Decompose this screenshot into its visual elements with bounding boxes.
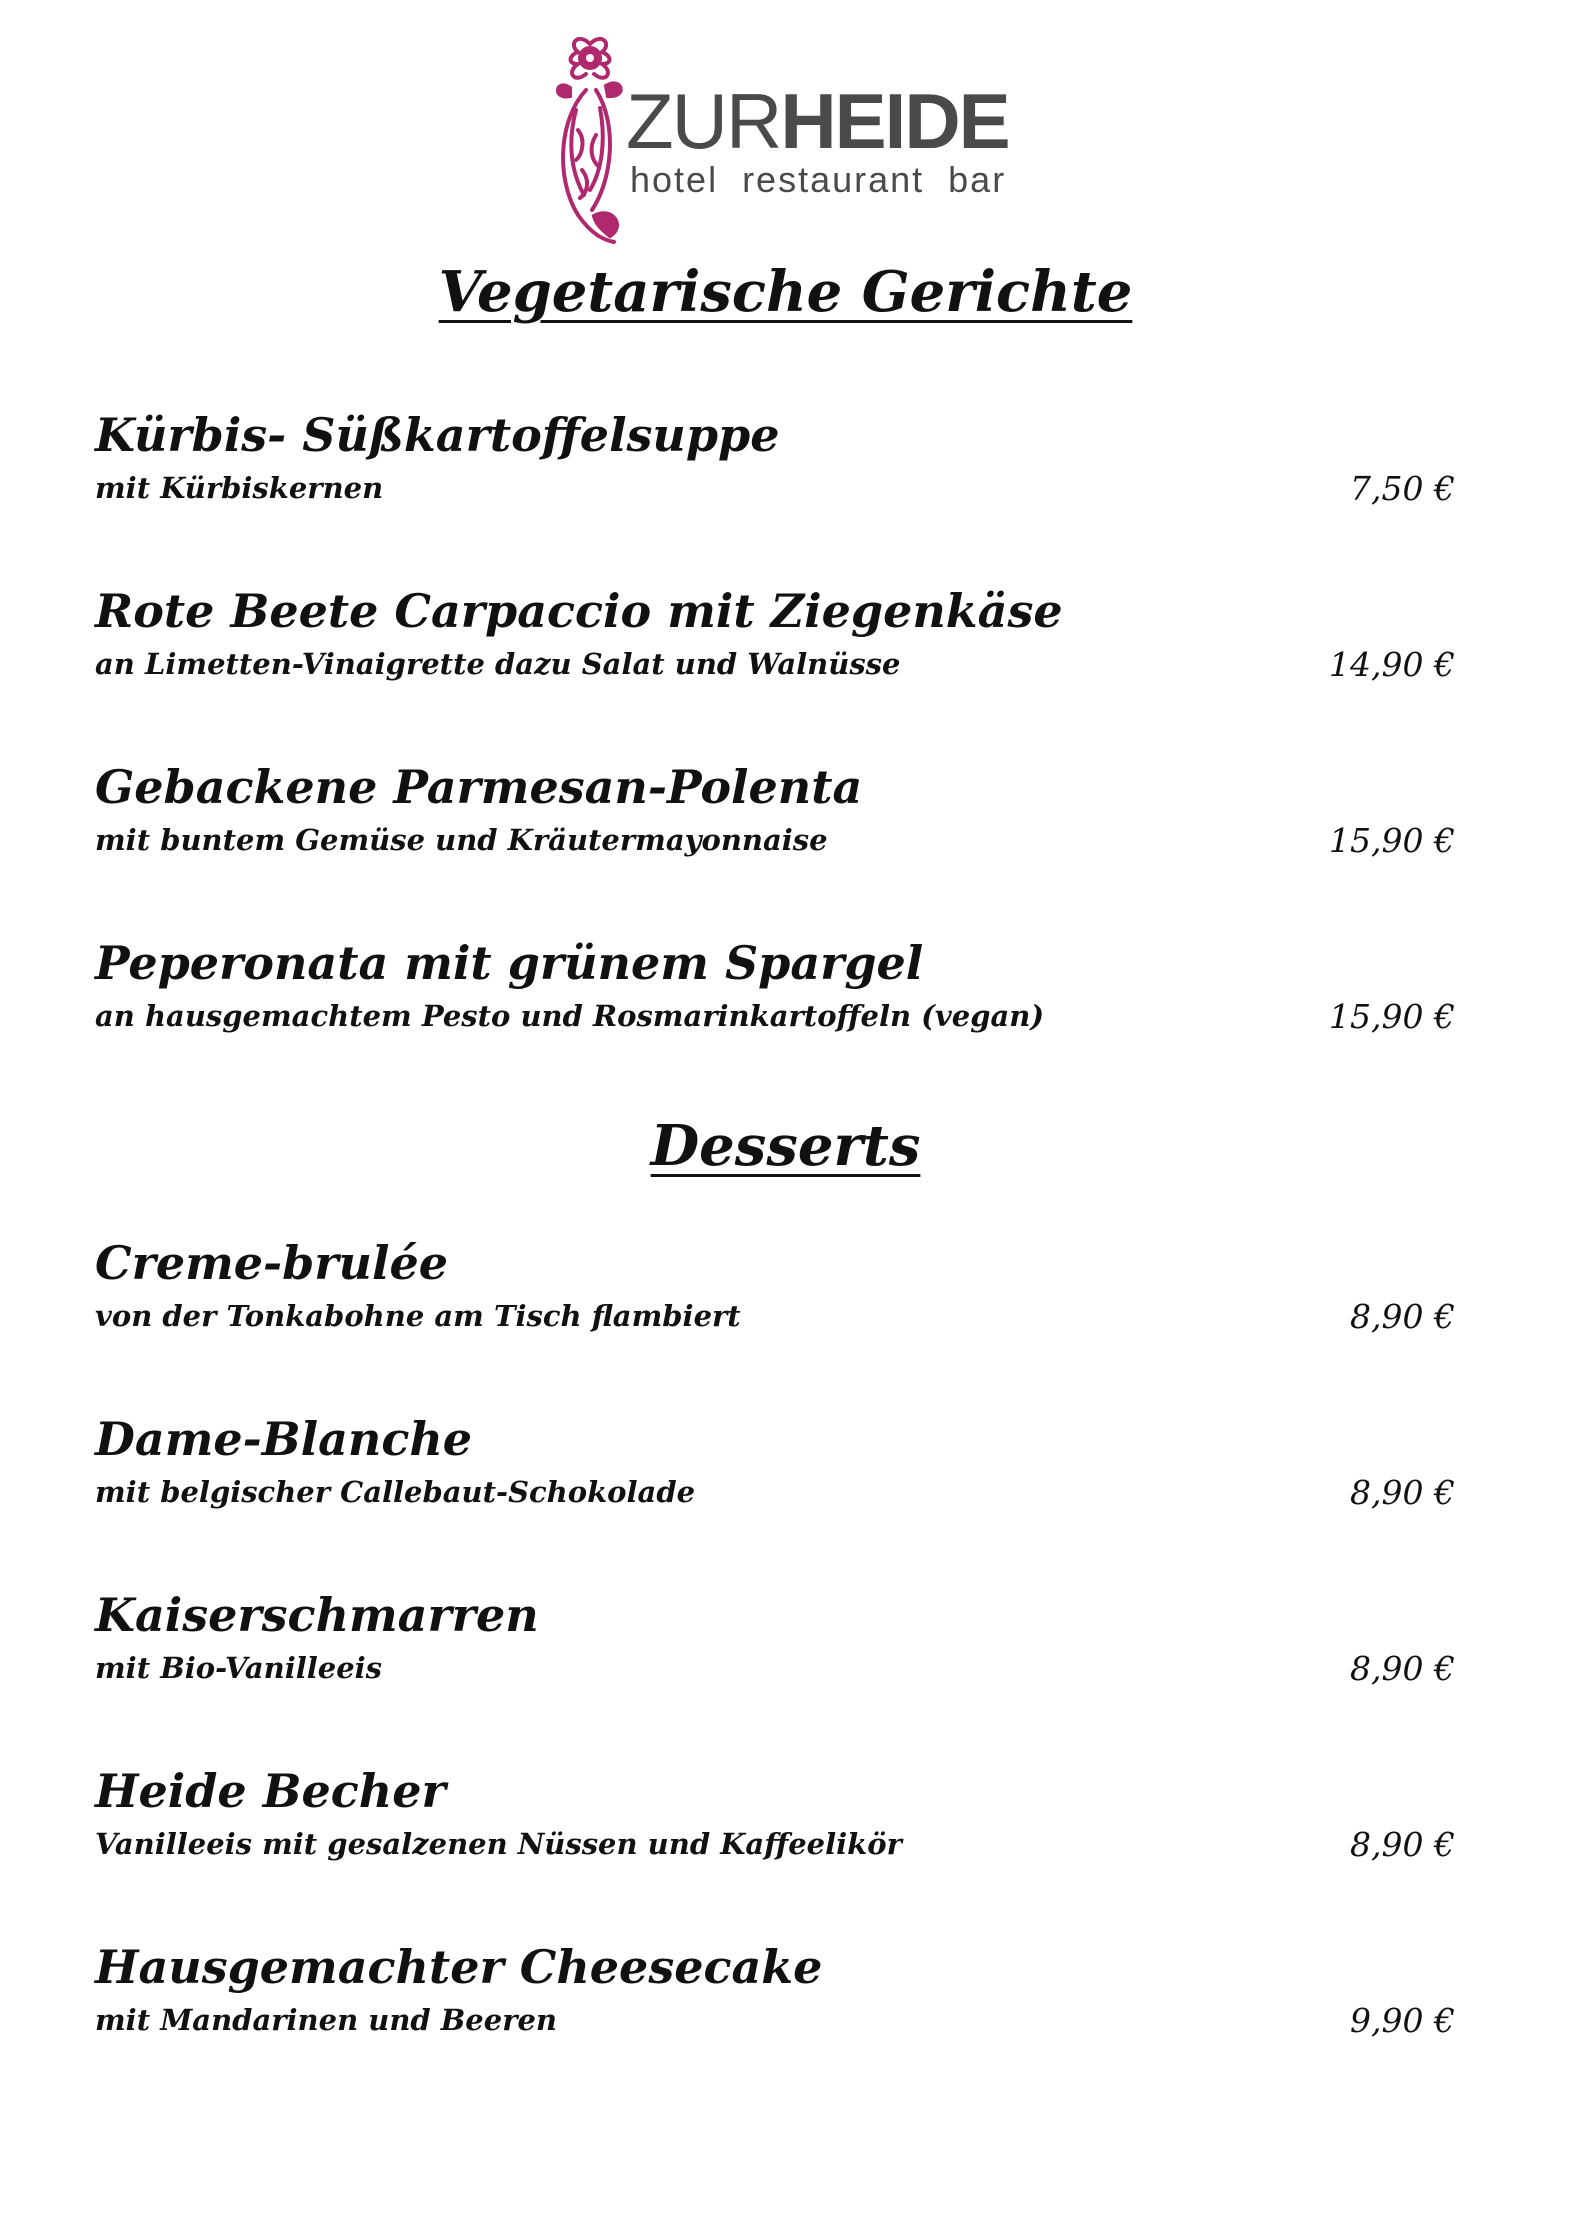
item-price: 15,90 € xyxy=(1329,821,1455,860)
item-description: mit belgischer Callebaut-Schokolade xyxy=(95,1475,696,1509)
item-name: Dame-Blanche xyxy=(95,1412,473,1466)
item-description: mit Mandarinen und Beeren xyxy=(95,2003,558,2037)
item-description: an Limetten-Vinaigrette dazu Salat und Walnüsse xyxy=(95,647,901,681)
item-price: 7,50 € xyxy=(1350,469,1455,508)
section-title-desserts: Desserts xyxy=(650,1113,921,1179)
logo-word-light: ZUR xyxy=(626,77,781,165)
item-price: 14,90 € xyxy=(1329,645,1455,684)
menu-item xyxy=(95,584,1455,698)
menu-item xyxy=(95,760,1455,874)
menu-item xyxy=(95,1412,1455,1526)
rose-icon xyxy=(548,30,638,250)
item-name: Creme-brulée xyxy=(95,1236,448,1290)
item-description: Vanilleeis mit gesalzenen Nüssen und Kaffeelikör xyxy=(95,1827,902,1861)
item-name: Hausgemachter Cheesecake xyxy=(95,1940,823,1994)
logo xyxy=(548,30,1048,250)
item-description: mit Kürbiskernen xyxy=(95,471,384,505)
item-price: 15,90 € xyxy=(1329,997,1455,1036)
menu-item xyxy=(95,1236,1455,1350)
item-name: Peperonata mit grünem Spargel xyxy=(95,936,924,990)
menu-item xyxy=(95,408,1455,522)
item-name: Heide Becher xyxy=(95,1764,446,1818)
menu-item xyxy=(95,936,1455,1050)
item-description: mit Bio-Vanilleeis xyxy=(95,1651,382,1685)
section-title-vegetarian: Vegetarische Gerichte xyxy=(438,259,1133,325)
item-name: Kaiserschmarren xyxy=(95,1588,539,1642)
item-description: an hausgemachtem Pesto und Rosmarinkartoffeln (vegan) xyxy=(95,999,1045,1033)
logo-tagline: hotel restaurant bar xyxy=(630,159,1007,200)
item-name: Kürbis- Süßkartoffelsuppe xyxy=(95,408,780,462)
item-price: 8,90 € xyxy=(1350,1825,1455,1864)
item-description: mit buntem Gemüse und Kräutermayonnaise xyxy=(95,823,828,857)
menu-item xyxy=(95,1764,1455,1878)
item-name: Rote Beete Carpaccio mit Ziegenkäse xyxy=(95,584,1063,638)
item-description: von der Tonkabohne am Tisch flambiert xyxy=(95,1299,741,1333)
logo-wordmark xyxy=(626,77,1009,165)
item-price: 8,90 € xyxy=(1350,1473,1455,1512)
menu-item xyxy=(95,1940,1455,2054)
menu-item xyxy=(95,1588,1455,1702)
item-price: 9,90 € xyxy=(1350,2001,1455,2040)
item-price: 8,90 € xyxy=(1350,1649,1455,1688)
item-name: Gebackene Parmesan-Polenta xyxy=(95,760,863,814)
logo-word-bold: HEIDE xyxy=(780,77,1009,165)
item-price: 8,90 € xyxy=(1350,1297,1455,1336)
